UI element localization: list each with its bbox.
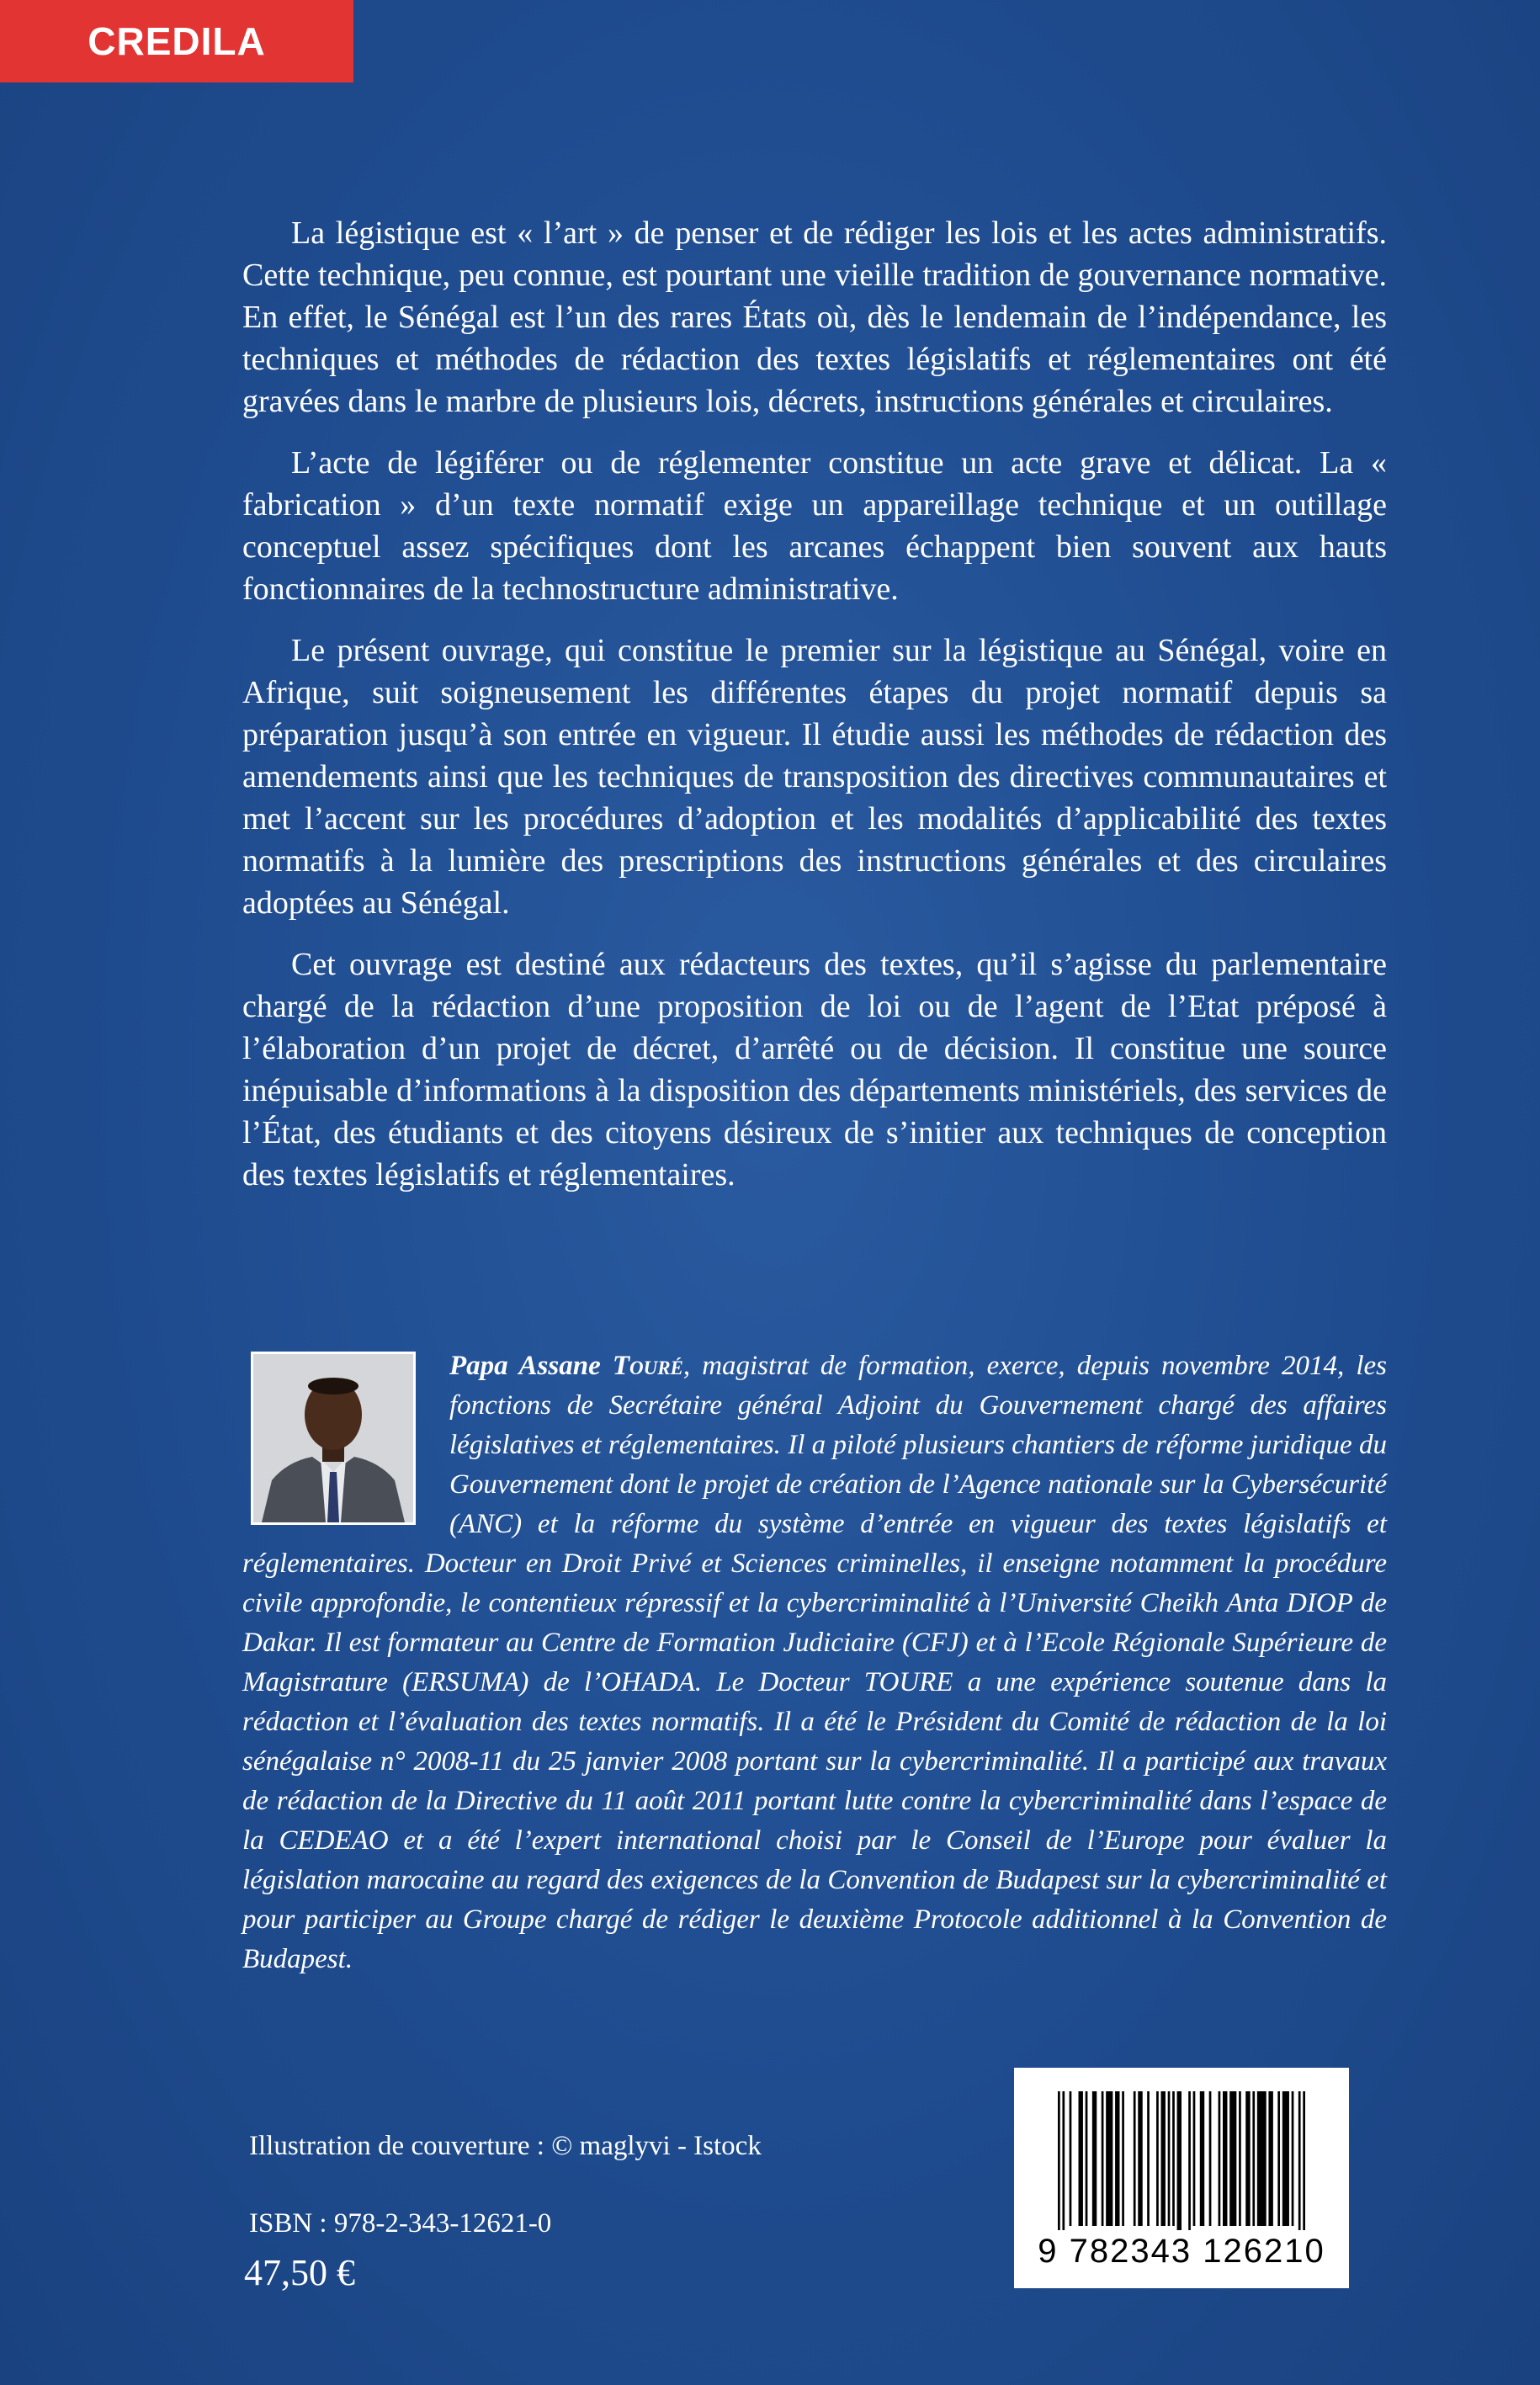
barcode-bars <box>1058 2091 1305 2230</box>
summary-paragraph-2: L’acte de légiférer ou de réglementer constitue un acte grave et délicat. La « fabrication » d’un texte normatif exige un appareillage technique et un outillage conceptuel assez spécifiques dont les arcanes échappent bien souvent aux hauts fonctionnaires de la technostructure administrative. <box>242 445 1387 607</box>
barcode <box>1014 2068 1349 2288</box>
isbn: ISBN : 978-2-343-12621-0 <box>249 2208 552 2239</box>
barcode-bar <box>1138 2091 1142 2226</box>
price: 47,50 € <box>244 2252 355 2293</box>
barcode-bar <box>1134 2091 1136 2226</box>
barcode-bar <box>1106 2091 1113 2226</box>
barcode-bar <box>1223 2091 1227 2226</box>
barcode-bar <box>1156 2091 1159 2226</box>
barcode-bar <box>1058 2091 1060 2230</box>
barcode-bar <box>1092 2091 1097 2226</box>
publisher-name: CREDILA <box>88 19 266 63</box>
illustration-credit: Illustration de couverture : © maglyvi - Istock <box>249 2131 762 2161</box>
author-last-name: Touré <box>612 1351 683 1381</box>
author-section <box>242 1347 1387 1979</box>
barcode-bar <box>1282 2091 1289 2226</box>
barcode-bar <box>1172 2091 1175 2226</box>
author-bio-text: , magistrat de formation, exerce, depuis novembre 2014, les fonctions de Secrétaire général Adjoint du Gouvernement chargé des affaires législatives et réglementaires. Il a piloté plusieurs chantiers de réforme juridique du Gouvernement dont le projet de création de l’Agence nationale sur la Cybersécurité (ANC) et la réforme du système d’entrée en vigueur des textes législatifs et réglementaires. Docteur en Droit Privé et Sciences criminelles, il enseigne notamment la procédure civile approfondie, le contentieux répressif et la cybercriminalité à l’Université Cheikh Anta DIOP de Dakar. Il est formateur au Centre de Formation Judiciaire (CFJ) et à l’Ecole Régionale Supérieure de Magistrature (ERSUMA) de l’OHADA. Le Docteur TOURE a une expérience soutenue dans la rédaction et l’évaluation des textes normatifs. Il a été le Président du Comité de rédaction de la loi sénégalaise n° 2008-11 du 25 janvier 2008 portant sur la cybercriminalité. Il a participé aux travaux de rédaction de la Directive du 11 août 2011 portant lutte contre la cybercriminalité dans l’espace de la CEDEAO et a été l’expert international choisi par le Conseil de l’Europe pour évaluer la législation marocaine au regard des exigences de la Convention de Budapest sur la cybercriminalité et pour participer au Groupe chargé de rédiger le deuxième Protocole additionnel à la Convention de Budapest. <box>242 1351 1387 1974</box>
barcode-bar <box>1303 2091 1305 2230</box>
barcode-number: 9 782343 126210 <box>1038 2233 1325 2270</box>
barcode-bar <box>1252 2091 1255 2226</box>
barcode-bar <box>1239 2091 1241 2226</box>
barcode-bar <box>1070 2091 1072 2226</box>
summary-paragraph-4: Cet ouvrage est destiné aux rédacteurs des textes, qu’il s’agisse du parlementaire chargé de la rédaction d’une proposition de loi ou de l’agent de l’Etat préposé à l’élaboration d’un projet de décret, d’arrêté ou de décision. Il constitue une source inépuisable d’informations à la disposition des départements ministériels, des services de l’État, des étudiants et des citoyens désireux de s’initier aux techniques de conception des textes législatifs et réglementaires. <box>242 947 1387 1192</box>
author-photo <box>251 1352 416 1525</box>
barcode-bar <box>1277 2091 1280 2226</box>
barcode-bar <box>1298 2091 1301 2230</box>
summary-paragraph-1: La légistique est « l’art » de penser et de rédiger les lois et les actes administratifs. Cette technique, peu connue, est pourtant une vieille tradition de gouvernance normative. En effet, le Sénégal est l’un des rares États où, dès le lendemain de l’indépendance, les techniques et méthodes de rédaction des textes législatifs et réglementaires ont été gravées dans le marbre de plusieurs lois, décrets, instructions générales et circulaires. <box>242 215 1387 419</box>
barcode-bar <box>1122 2091 1124 2226</box>
book-summary <box>242 212 1387 1215</box>
barcode-bar <box>1229 2091 1236 2226</box>
barcode-bar <box>1177 2091 1182 2230</box>
barcode-bar <box>1161 2091 1166 2226</box>
barcode-bar <box>1062 2091 1065 2230</box>
barcode-bar <box>1257 2091 1267 2226</box>
barcode-bar <box>1147 2091 1150 2226</box>
barcode-bar <box>1268 2091 1272 2226</box>
barcode-bar <box>1200 2091 1204 2226</box>
barcode-bar <box>1079 2091 1083 2226</box>
barcode-bar <box>1115 2091 1119 2226</box>
summary-paragraph-3: Le présent ouvrage, qui constitue le premier sur la légistique au Sénégal, voire en Afrique, suit soigneusement les différentes étapes du projet normatif depuis sa préparation jusqu’à son entrée en vigueur. Il étudie aussi les méthodes de rédaction des amendements ainsi que les techniques de transposition des directives communautaires et met l’accent sur les procédures d’adoption et les modalités d’applicabilité des textes normatifs à la lumière des prescriptions des instructions générales et des circulaires adoptées au Sénégal. <box>242 633 1387 921</box>
barcode-bar <box>1168 2091 1171 2226</box>
barcode-bar <box>1102 2091 1104 2226</box>
author-first-name: Papa Assane <box>449 1351 601 1381</box>
barcode-bar <box>1245 2091 1250 2226</box>
publisher-logo <box>0 0 353 82</box>
barcode-bar <box>1193 2091 1196 2226</box>
author-portrait-icon <box>253 1354 413 1522</box>
barcode-bar <box>1292 2091 1294 2226</box>
barcode-bar <box>1219 2091 1221 2226</box>
barcode-bar <box>1209 2091 1212 2226</box>
barcode-bar <box>1188 2091 1191 2230</box>
barcode-bar <box>1086 2091 1088 2226</box>
